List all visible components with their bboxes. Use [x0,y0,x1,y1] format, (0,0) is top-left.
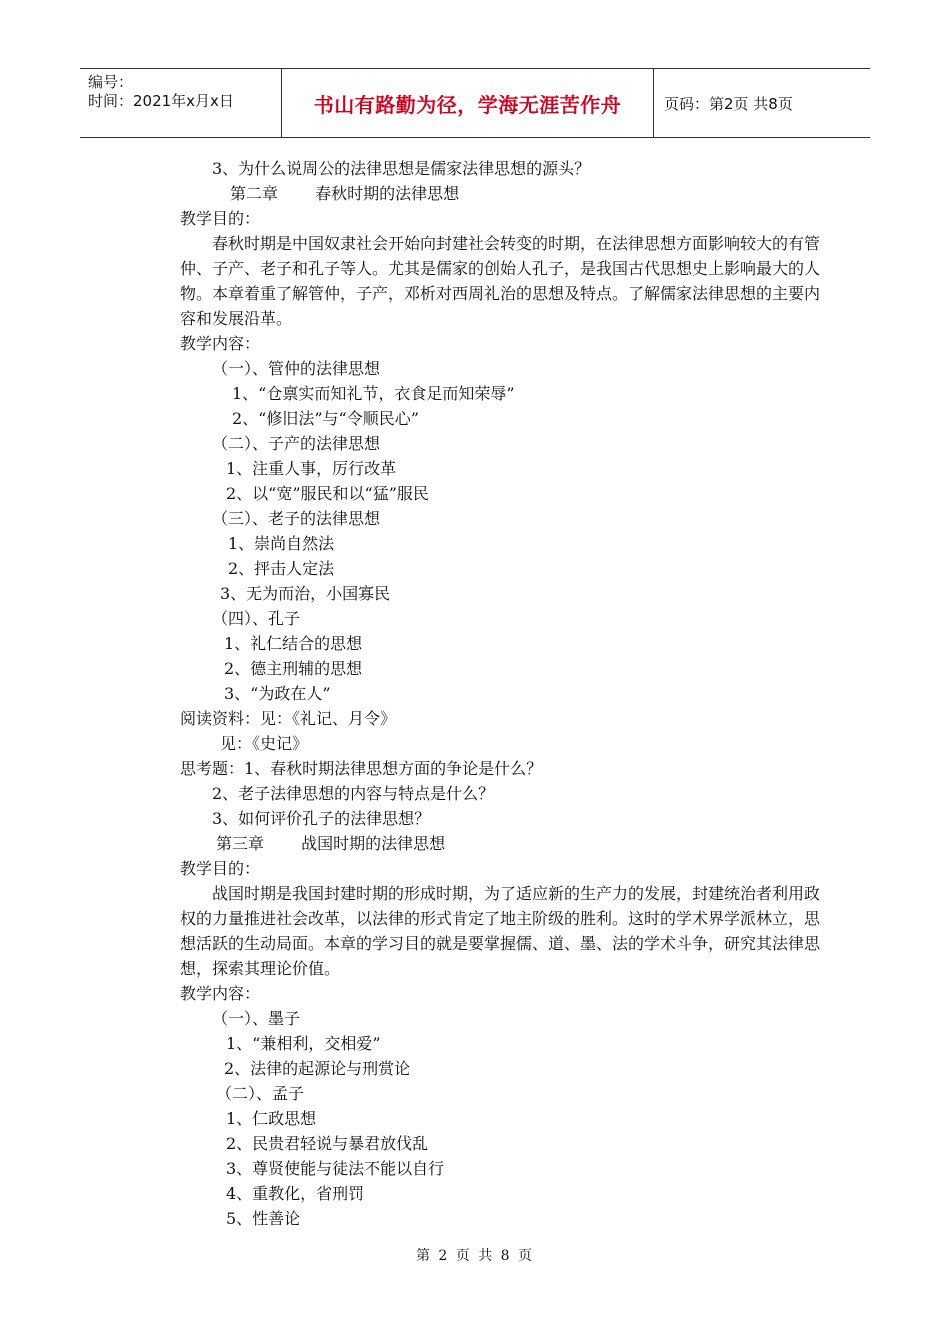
text-line: 1、注重人事，厉行改革 [226,459,397,478]
text-line: 思考题：1、春秋时期法律思想方面的争论是什么？ [180,759,543,778]
text-line: 教学目的： [180,859,261,878]
text-line: 3、无为而治，小国寡民 [220,584,391,603]
block-chapter2-content [180,331,820,881]
text-line: 2、以“宽”服民和以“猛”服民 [226,484,429,503]
block-intro [180,156,820,231]
page-header [80,68,870,138]
text-line: （一）、管仲的法律思想 [212,359,381,378]
text-line: 见：《史记》 [220,734,309,753]
text-line: （二）、孟子 [216,1084,305,1103]
header-page-info: 页码：第2页 共8页 [664,94,793,113]
text-line: 3、如何评价孔子的法律思想？ [212,809,431,828]
text-line: 2、抨击人定法 [228,559,335,578]
text-line: 2、老子法律思想的内容与特点是什么？ [212,784,495,803]
text-line: 5、性善论 [226,1209,301,1228]
text-line: 1、仁政思想 [226,1109,317,1128]
page-footer: 第 2 页 共 8 页 [415,1248,535,1264]
text-line: 教学内容： [180,984,261,1003]
number-label: 编号： [88,73,134,91]
text-line: 3、为什么说周公的法律思想是儒家法律思想的源头？ [212,159,591,178]
text-line: （四）、孔子 [212,609,301,628]
text-line: 1、崇尚自然法 [228,534,335,553]
text-line: 3、“为政在人” [224,684,331,703]
text-line: （二）、子产的法律思想 [212,434,381,453]
paragraph-chapter3-purpose: 战国时期是我国封建时期的形成时期，为了适应新的生产力的发展，封建统治者利用政权的力量推进社会改革，以法律的形式肯定了地主阶级的胜利。这时的学术界学派林立，思想活跃的生动局面。本章的学习目的就是要掌握儒、道、墨、法的学术斗争，研究其法律思想，探索其理论价值。 [180,884,821,978]
text-line: 1、“仓禀实而知礼节，衣食足而知荣辱” [232,384,515,403]
text-line: 4、重教化，省刑罚 [226,1184,365,1203]
date-label: 时间：2021年x月x日 [88,92,234,110]
text-line: 第二章 春秋时期的法律思想 [230,184,460,203]
document-body [180,156,820,1231]
text-line: 3、尊贤使能与徒法不能以自行 [226,1159,445,1178]
header-meta [80,69,282,137]
text-line: 2、民贵君轻说与暴君放伐乱 [226,1134,429,1153]
block-chapter3-content [180,981,820,1231]
text-line: 教学目的： [180,209,261,228]
text-line: （三）、老子的法律思想 [212,509,381,528]
paragraph-chapter2-purpose: 春秋时期是中国奴隶社会开始向封建社会转变的时期，在法律思想方面影响较大的有管仲、子产、老子和孔子等人。尤其是儒家的创始人孔子，是我国古代思想史上影响最大的人物。本章着重了解管仲，子产，邓析对西周礼治的思想及特点。了解儒家法律思想的主要内容和发展沿革。 [180,234,821,328]
text-line: 1、礼仁结合的思想 [224,634,363,653]
text-line: 阅读资料：见：《礼记、月令》 [180,709,397,728]
header-motto: 书山有路勤为径，学海无涯苦作舟 [282,69,654,137]
text-line: 教学内容： [180,334,261,353]
text-line: 2、“修旧法”与“令顺民心” [232,409,419,428]
text-line: 2、法律的起源论与刑赏论 [224,1059,411,1078]
text-line: 第三章 战国时期的法律思想 [216,834,446,853]
text-line: 1、“兼相利，交相爱” [226,1034,381,1053]
text-line: （一）、墨子 [212,1009,301,1028]
text-line: 2、德主刑辅的思想 [224,659,363,678]
